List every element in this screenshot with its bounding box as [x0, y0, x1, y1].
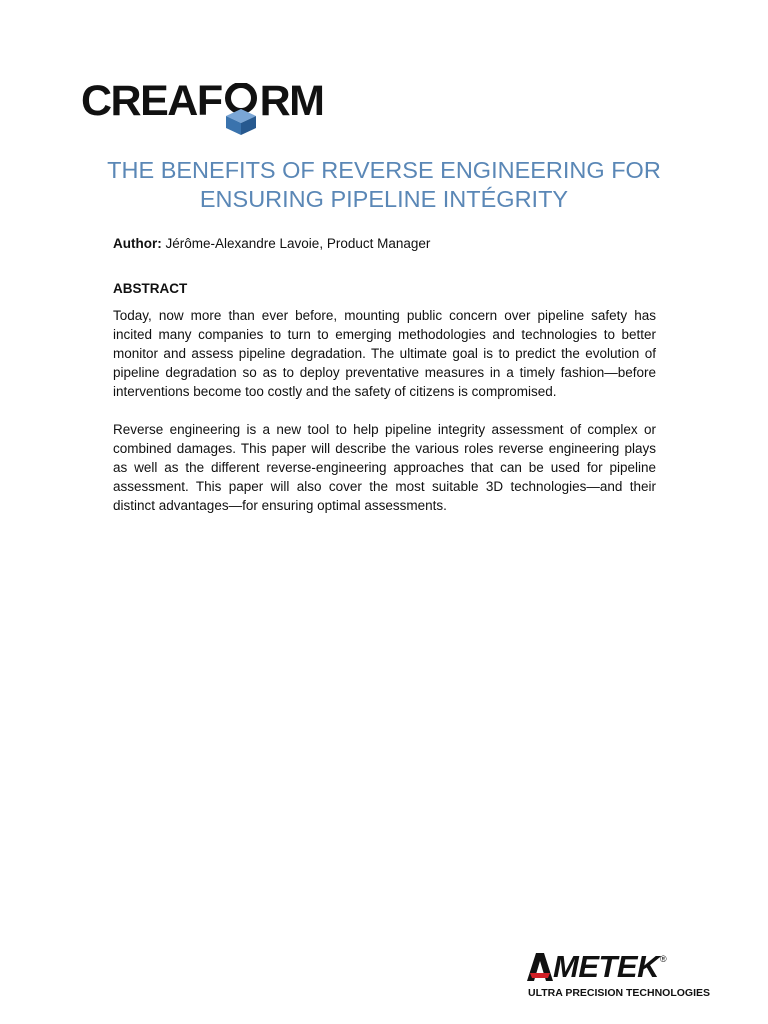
ametek-a-mark-icon: [527, 953, 553, 981]
document-title-line-1: THE BENEFITS OF REVERSE ENGINEERING FOR: [107, 157, 661, 183]
creaform-logo-right: RM: [259, 77, 324, 125]
author-name: Jérôme-Alexandre Lavoie, Product Manager: [161, 236, 431, 251]
creaform-logo-o-icon: [222, 80, 260, 134]
ametek-logo: [527, 950, 737, 1002]
author-line: [113, 235, 430, 253]
creaform-logo: [81, 77, 324, 136]
abstract-paragraph-2: Reverse engineering is a new tool to help pipeline integrity assessment of complex or combined damages. This paper will describe the various roles reverse engineering plays as well as the different reverse-engineering approaches that can be used for pipeline assessment. This paper will also cover the most suitable 3D technologies—and their distinct advantages—for ensuring optimal assessments.: [113, 422, 656, 513]
abstract-heading: ABSTRACT: [113, 281, 188, 296]
ametek-tagline: ULTRA PRECISION TECHNOLOGIES: [528, 987, 711, 999]
abstract-paragraph-1: Today, now more than ever before, mounting public concern over pipeline safety has incited many companies to turn to emerging methodologies and technologies to better monitor and assess pipeline degradation. The ultimate goal is to predict the evolution of pipeline degradation so as to deploy preventative measures in a timely fashion—before interventions become too costly and the safety of citizens is compromised.: [113, 308, 656, 399]
ametek-wordmark-letters: METEK: [553, 949, 659, 984]
author-label: Author:: [113, 236, 162, 251]
registered-mark: ®: [660, 954, 667, 964]
creaform-person-cube-icon: [222, 83, 260, 135]
ametek-wordmark: [527, 950, 667, 984]
document-title-line-2: ENSURING PIPELINE INTÉGRITY: [199, 186, 569, 212]
creaform-logo-left: CREAF: [81, 77, 222, 125]
document-title: [100, 156, 668, 214]
